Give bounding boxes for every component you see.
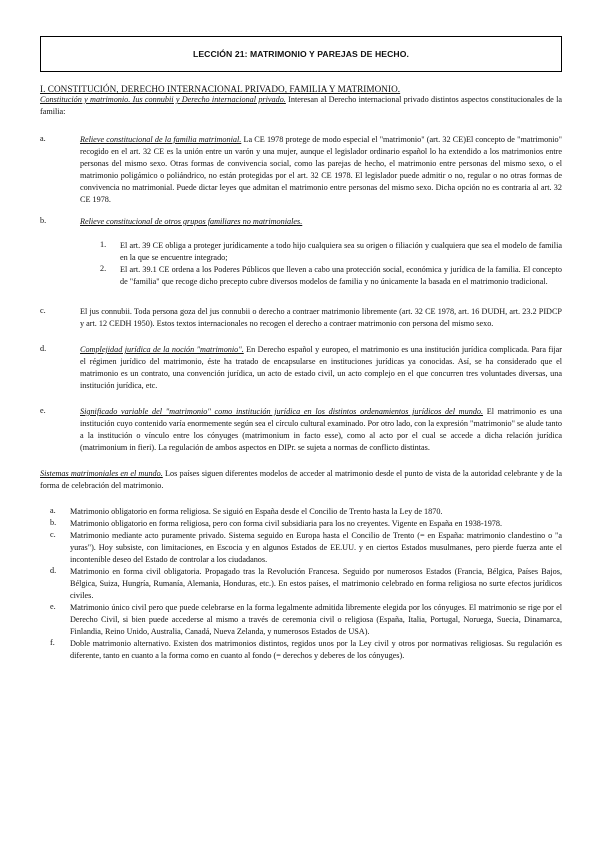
sistemas-text: Los países siguen diferentes modelos de acceder al matrimonio desde el punto de vista de la autoridad celebrante y de la forma de celebración del matrimonio. [40,469,562,490]
item-label: c. [40,306,46,315]
sistema-item [50,518,562,530]
sistemas-list [40,506,562,662]
item-heading: Significado variable del "matrimonio" como institución jurídica en los distintos ordenamientos jurídicos del mundo. [80,407,484,416]
sistema-item [50,566,562,602]
sistema-label: c. [50,530,56,539]
item-text [80,134,562,206]
intro-rest: Interesan al Derecho internacional privado distintos aspectos constitucionales de la familia: [40,95,562,116]
sistema-text: Matrimonio obligatorio en forma religiosa. Se siguió en España desde el Concilio de Trento hasta la Ley de 1870. [70,507,443,516]
section-intro [40,94,562,118]
item-e [40,406,562,454]
sistema-item [50,530,562,566]
item-b [40,216,562,228]
sistema-label: a. [50,506,56,515]
sistema-item [50,506,562,518]
sistemas-paragraph [40,468,562,492]
lesson-title: LECCIÓN 21: MATRIMONIO Y PAREJAS DE HECHO. [192,49,410,59]
intro-underlined: Constitución y matrimonio. Ius connubii y Derecho internacional privado. [40,95,286,104]
subitem-text: El art. 39.1 CE ordena a los Poderes Públicos que lleven a cabo una protección social, económica y jurídica de la familia. El concepto de "familia" que recoge dicho precepto cubre diversos modelos de familia y no únicamente la basada en el matrimonio tradicional. [120,265,562,286]
sistema-label: b. [50,518,57,527]
sistema-text: Doble matrimonio alternativo. Existen dos matrimonios distintos, regidos unos por la Ley civil y otros por normativas religiosas. Su regulación es diferente, tanto en cuanto a la forma como en cuanto al fondo (= derechos y deberes de los cónyuges). [70,639,562,660]
sistema-text: Matrimonio en forma civil obligatoria. Propagado tras la Revolución Francesa. Seguido por numerosos Estados (Francia, Bélgica, Países Bajos, Bélgica, Suiza, Hungría, Rumanía, Alemania, Honduras, etc.). En estos países, el matrimonio celebrado en forma religiosa no surte efectos jurídicos civiles. [70,567,562,600]
document-page [40,36,562,662]
sistema-text: Matrimonio mediante acto puramente privado. Sistema seguido en Europa hasta el Concilio de Trento (= en España: matrimonio clandestino o "a yuras"). Hoy subsiste, con limitaciones, en Escocia y en algunos Estados de EE.UU. y en ciertos Estados musulmanes, pero pierde fuerza ante el incontenible deseo del Estado de controlar a los ciudadanos. [70,531,562,564]
item-label: d. [40,344,47,353]
item-text [80,406,562,454]
sistema-label: e. [50,602,56,611]
item-heading: Relieve constitucional de otros grupos familiares no matrimoniales. [80,217,303,226]
subitem-label: 1. [100,240,107,249]
sistema-item [50,602,562,638]
section-heading: I. CONSTITUCIÓN, DERECHO INTERNACIONAL PRIVADO, FAMILIA Y MATRIMONIO. [40,84,401,94]
item-label: b. [40,216,47,225]
item-heading: Complejidad jurídica de la noción "matrimonio". [80,345,244,354]
subitem-2 [100,264,562,288]
sistema-label: d. [50,566,57,575]
item-body: El matrimonio es una institución cuyo contenido varía enormemente según sea el círculo cultural examinado. Por otro lado, con la expresión "matrimonio" se alude tanto a la institución o vínculo entre los cónyuges (matrimonium in facto esse), como al acto por el cual se accede a dicha relación jurídica (matrimonium in fieri). La regulación de ambos aspectos en DIPr. se sujeta a normas de conflicto distintas. [80,407,563,452]
sublist [40,240,562,288]
sistema-label: f. [50,638,55,647]
subitem-text: El art. 39 CE obliga a proteger jurídicamente a todo hijo cualquiera sea su origen o filiación y cualquiera que sea el modelo de familia en la que se encuentre integrado; [120,241,562,262]
sistema-item [50,638,562,662]
item-a [40,134,562,206]
item-body: En Derecho español y europeo, el matrimonio es una institución jurídica complicada. Para fijar el régimen jurídico del matrimonio, éste ha tratado de encapsularse en instituciones jurídicas ya conocidas. Así, se ha considerado que el matrimonio es un contrato, una convención jurídica, un acto de estado civil, un acto complejo en el que concurren tres voluntades diversas, una institución jurídica, etc. [80,345,562,390]
subitem-1 [100,240,562,264]
subitem-label: 2. [100,264,107,273]
sistema-text: Matrimonio único civil pero que puede celebrarse en la forma legalmente admitida libremente elegida por los cónyuges. El matrimonio se rige por el Derecho Civil, si bien puede accederse al mismo a través de ceremonia civil o religiosa (España, Italia, Portugal, Noruega, Suecia, Dinamarca, Finlandia, Reino Unido, Australia, Canadá, Nueva Zelanda, y numerosos Estados de USA). [70,603,562,636]
lesson-title-box [40,36,562,72]
sistema-text: Matrimonio obligatorio en forma religiosa, pero con forma civil subsidiaria para los no creyentes. Vigente en España en 1938-1978. [70,519,503,528]
item-label: e. [40,406,46,415]
item-d [40,344,562,392]
item-text: El jus connubii. Toda persona goza del jus connubii o derecho a contraer matrimonio libremente (art. 32 CE 1978, art. 16 DUDH, art. 23.2 PIDCP y art. 12 CEDH 1950). Estos textos internacionales no recogen el derecho a contraer matrimonio con persona del mismo sexo. [80,307,562,328]
sistemas-heading: Sistemas matrimoniales en el mundo. [40,469,163,478]
item-label: a. [40,134,46,143]
item-text [80,344,562,392]
item-heading: Relieve constitucional de la familia matrimonial. [80,135,242,144]
item-body: La CE 1978 protege de modo especial el "matrimonio" (art. 32 CE)El concepto de "matrimonio" recogido en el art. 32 CE es la unión entre un varón y una mujer, aunque el legislador ordinario español lo ha extendido a los matrimonios entre personas del mismo sexo. Otras formas de convivencia social, como las parejas de hecho, el matrimonio entre personas del mismo sexo, o el matrimonio poligámico o poliándrico, no están protegidas por el art. 32 CE 1978. El legislador puede admitir o no, regular o no otras formas de convivencia no matrimonial. Puede dictar leyes que admitan el matrimonio entre personas del mismo sexo. Dicha opción no es contraria al art. 32 CE 1978. [80,135,562,204]
item-text [80,216,562,228]
item-c [40,306,562,330]
